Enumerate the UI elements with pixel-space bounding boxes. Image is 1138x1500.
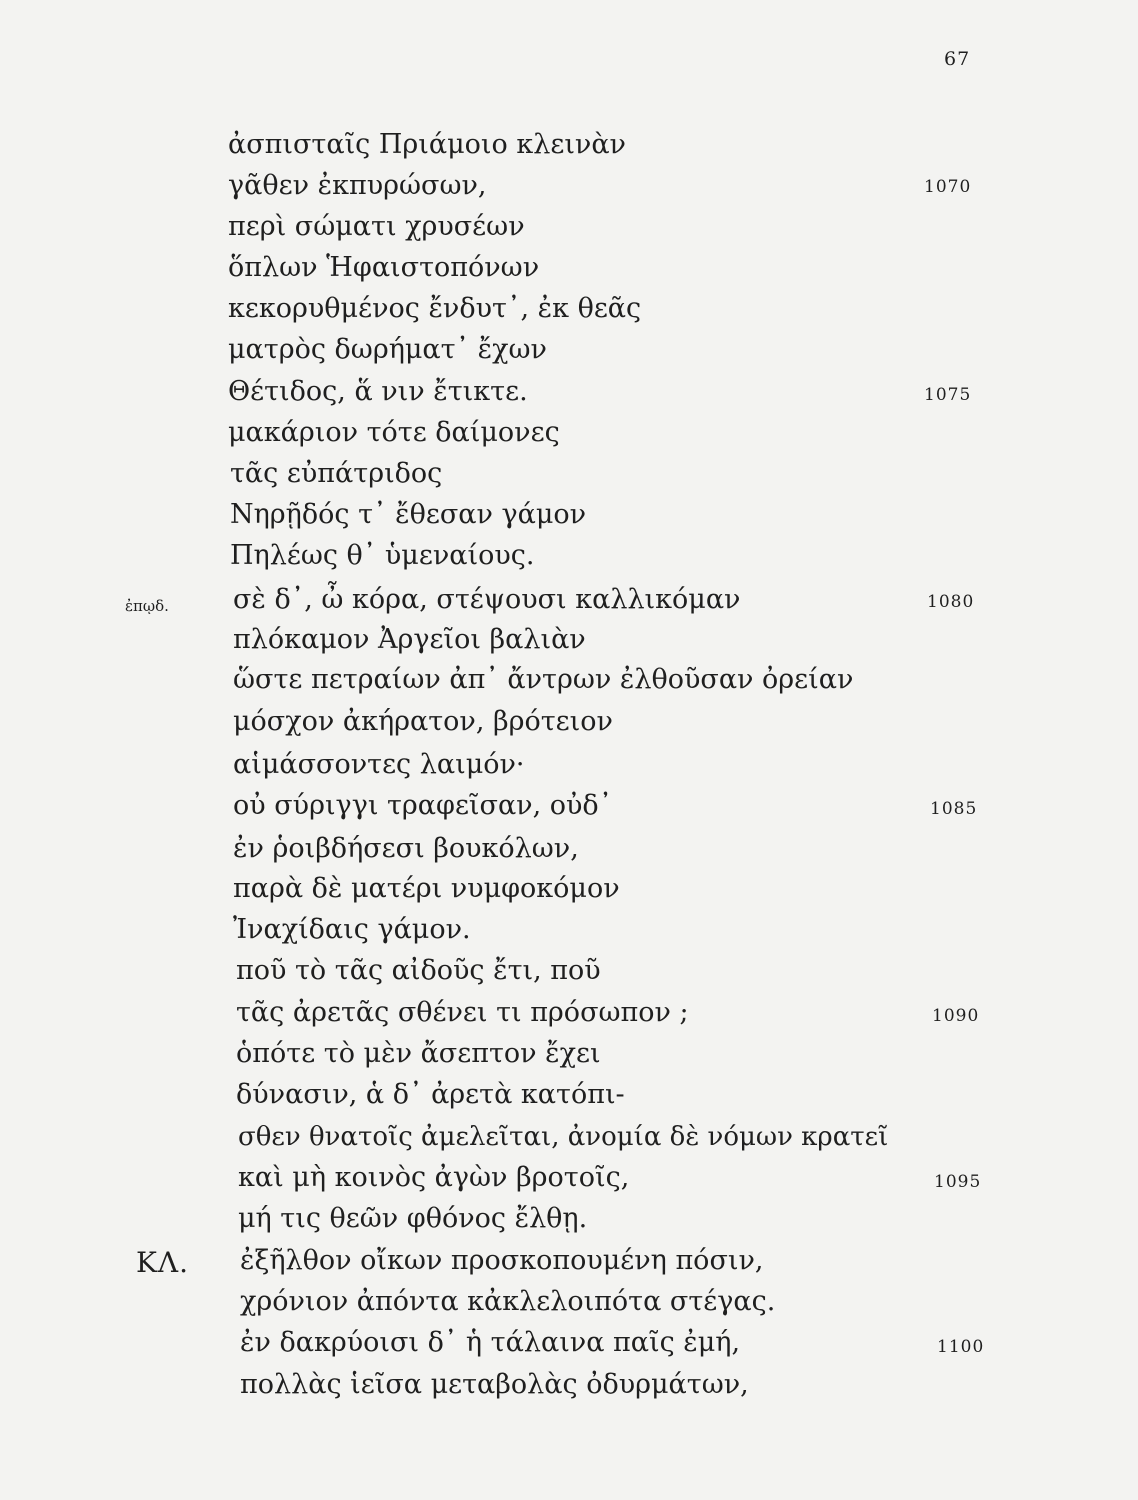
section-marker: ἐπῳδ.	[125, 597, 169, 615]
line-number: 1085	[930, 799, 978, 819]
line-number: 1075	[924, 385, 972, 405]
verse-line: γᾶθεν ἐκπυρώσων,	[228, 170, 487, 201]
verse-line: Νηρῇδός τ᾽ ἔθεσαν γάμον	[230, 499, 587, 530]
verse-line: πολλὰς ἱεῖσα μεταβολὰς ὀδυρμάτων,	[240, 1369, 749, 1400]
verse-line: περὶ σώματι χρυσέων	[228, 211, 525, 242]
verse-line: Πηλέως θ᾽ ὑμεναίους.	[230, 540, 535, 571]
speaker-label: ΚΛ.	[136, 1246, 190, 1279]
verse-line: σθεν θνατοῖς ἀμελεῖται, ἀνομία δὲ νόμων κρατεῖ	[238, 1122, 889, 1152]
verse-line: μόσχον ἀκήρατον, βρότειον	[233, 706, 613, 737]
line-number: 1095	[934, 1172, 982, 1192]
verse-line: οὐ σύριγγι τραφεῖσαν, οὐδ᾽	[233, 790, 613, 821]
line-number: 1090	[932, 1006, 980, 1026]
verse-line: χρόνιον ἀπόντα κἀκλελοιπότα στέγας.	[240, 1286, 776, 1317]
verse-line: Θέτιδος, ἅ νιν ἔτικτε.	[228, 376, 528, 407]
page-number: 67	[944, 48, 971, 70]
verse-line: τᾶς εὐπάτριδος	[230, 458, 443, 489]
verse-line: καὶ μὴ κοινὸς ἀγὼν βροτοῖς,	[238, 1162, 630, 1193]
verse-line: μή τις θεῶν φθόνος ἔλθῃ.	[238, 1203, 588, 1234]
verse-line: σὲ δ᾽, ὦ κόρα, στέψουσι καλλικόμαν	[233, 584, 741, 615]
verse-line: ποῦ τὸ τᾶς αἰδοῦς ἔτι, ποῦ	[236, 955, 601, 986]
verse-line: ὁπότε τὸ μὲν ἄσεπτον ἔχει	[236, 1038, 601, 1069]
verse-line: πλόκαμον Ἀργεῖοι βαλιὰν	[233, 624, 586, 655]
verse-line: αἱμάσσοντες λαιμόν·	[233, 749, 525, 780]
verse-line: Ἰναχίδαις γάμον.	[233, 914, 471, 945]
verse-line: ἐν ῥοιβδήσεσι βουκόλων,	[233, 833, 579, 864]
line-number: 1070	[924, 177, 972, 197]
verse-line: ματρὸς δωρήματ᾽ ἔχων	[228, 334, 547, 365]
line-number: 1100	[937, 1337, 985, 1357]
verse-line: τᾶς ἀρετᾶς σθένει τι πρόσωπον ;	[236, 997, 689, 1028]
verse-line: ὥστε πετραίων ἀπ᾽ ἄντρων ἐλθοῦσαν ὀρείαν	[233, 664, 854, 695]
verse-line: δύνασιν, ἁ δ᾽ ἀρετὰ κατόπι-	[236, 1079, 625, 1110]
verse-line: μακάριον τότε δαίμονες	[228, 417, 560, 448]
verse-line: ἀσπισταῖς Πριάμοιο κλεινὰν	[228, 129, 626, 160]
verse-line: ὅπλων Ἡφαιστοπόνων	[228, 252, 540, 283]
line-number: 1080	[927, 592, 975, 612]
verse-line: ἐξῆλθον οἴκων προσκοπουμένη πόσιν,	[240, 1245, 764, 1276]
verse-line: παρὰ δὲ ματέρι νυμφοκόμον	[233, 873, 620, 904]
verse-line: ἐν δακρύοισι δ᾽ ἡ τάλαινα παῖς ἐμή,	[240, 1327, 741, 1358]
verse-line: κεκορυθμένος ἔνδυτ᾽, ἐκ θεᾶς	[228, 293, 642, 324]
